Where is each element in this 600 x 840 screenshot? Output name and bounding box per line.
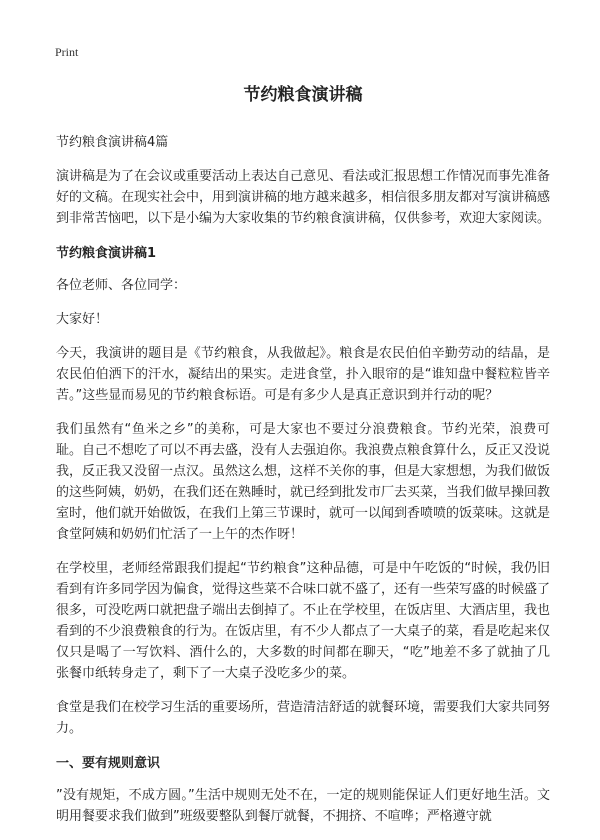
section-heading-1: 节约粮食演讲稿1 xyxy=(56,246,157,261)
body-paragraph-5: ”没有规矩，不成方圆。”生活中规则无处不在，一定的规则能保证人们更好地生活。文明用餐要求我们做到”班级要整队到餐厅就餐，不拥挤、不喧哗；严格遵守就 xyxy=(56,788,550,824)
body-paragraph-3: 在学校里，老师经常跟我们提起“节约粮食”这种品德，可是中午吃饭的“时候，我仍旧看到有许多同学因为偏食，觉得这些菜不合味口就不盛了，还有一些荣写盛的时候盛了很多，可没吃两口就把盘子端出去倒掉了。不止在学校里，在饭店里、大酒店里，我也看到的不少浪费粮食的行为。在饭店里，有不少人都点了一大桌子的菜，看是吃起来仅仅只是喝了一写饮料、酒什么的，大多数的时间都在聊天，“吃”地差不多了就抽了几张餐巾纸转身走了，剩下了一大桌子没吃多少的菜。 xyxy=(56,561,551,681)
page-title: 节约粮食演讲稿 xyxy=(243,85,363,105)
print-link[interactable]: Print xyxy=(55,45,79,59)
body-paragraph-1: 今天，我演讲的题目是《节约粮食，从我做起》。粮食是农民伯伯辛勤劳动的结晶，是农民伯伯洒下的汗水，凝结出的果实。走进食堂，扑入眼帘的是“谁知盘中餐粒粒皆辛苦。”这些显而易见的节约粮食标语。可是有多少人是真正意识到并行动的呢？ xyxy=(56,346,550,403)
section-heading-2: 一、要有规则意识 xyxy=(56,756,161,771)
intro-paragraph: 演讲稿是为了在会议或重要活动上表达自己意见、看法或汇报思想工作情况而事先准备好的文稿。在现实社会中，用到演讲稿的地方越来越多，相信很多朋友都对写演讲稿感到非常苦恼吧，以下是小编为大家收集的节约粮食演讲稿，仅供参考，欢迎大家阅读。 xyxy=(56,169,551,226)
document-subtitle: 节约粮食演讲稿4篇 xyxy=(56,135,169,150)
document-body xyxy=(56,80,550,840)
body-paragraph-4: 食堂是我们在校学习生活的重要场所，营造清洁舒适的就餐环境，需要我们大家共同努力。 xyxy=(56,700,551,736)
hello-paragraph: 大家好！ xyxy=(56,312,109,327)
body-paragraph-2: 我们虽然有“鱼米之乡”的美称，可是大家也不要过分浪费粮食。节约光荣，浪费可耻。自己不想吃了可以不再去盛，没有人去强迫你。我浪费点粮食算什么，反正又没说我，反正我又没留一点汉。虽然这么想，这样不关你的事，但是大家想想，为我们做饭的这些阿姨，奶奶，在我们还在熟睡时，就已经到批发市厂去买菜，当我们做早操回教室时，他们就开始做饭，在我们上第三节课时，就可一以闻到香喷喷的饭菜味。这就是食堂阿姨和奶奶们忙活了一上午的杰作呀！ xyxy=(56,422,551,542)
greeting-paragraph: 各位老师、各位同学： xyxy=(56,278,187,293)
